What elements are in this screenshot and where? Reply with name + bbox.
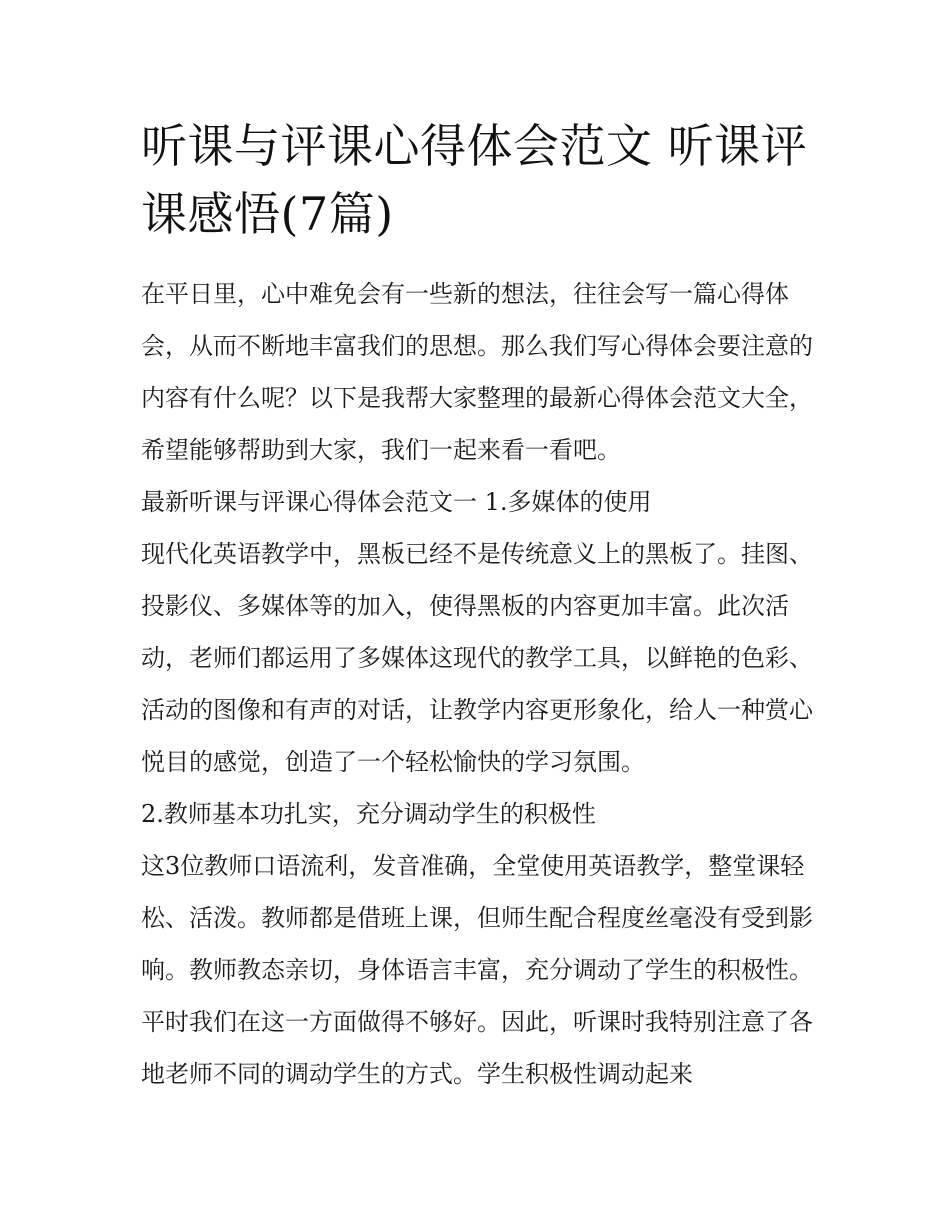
intro-paragraph: 在平日里，心中难免会有一些新的想法，往往会写一篇心得体会，从而不断地丰富我们的思想。那么我们写心得体会要注意的内容有什么呢？以下是我帮大家整理的最新心得体会范文大全，希望能够帮助到大家，我们一起来看一看吧。 bbox=[141, 280, 813, 464]
point-2-paragraph: 这3位教师口语流利，发音准确，全堂使用英语教学，整堂课轻松、活泼。教师都是借班上课，但师生配合程度丝毫没有受到影响。教师教态亲切，身体语言丰富，充分调动了学生的积极性。平时我们在这一方面做得不够好。因此，听课时我特别注意了各地老师不同的调动学生的方式。学生积极性调动起来 bbox=[141, 852, 813, 1088]
point-2-heading: 2.教师基本功扎实，充分调动学生的积极性 bbox=[141, 800, 596, 828]
section-1-paragraph: 现代化英语教学中，黑板已经不是传统意义上的黑板了。挂图、投影仪、多媒体等的加入，使得黑板的内容更加丰富。此次活动，老师们都运用了多媒体这现代的教学工具，以鲜艳的色彩、活动的图像和有声的对话，让教学内容更形象化，给人一种赏心悦目的感觉，创造了一个轻松愉快的学习氛围。 bbox=[141, 540, 813, 776]
document-content bbox=[141, 112, 813, 1100]
section-1-heading: 最新听课与评课心得体会范文一 1.多媒体的使用 bbox=[141, 488, 652, 516]
document-title: 听课与评课心得体会范文 听课评课感悟(7篇) bbox=[141, 119, 808, 241]
